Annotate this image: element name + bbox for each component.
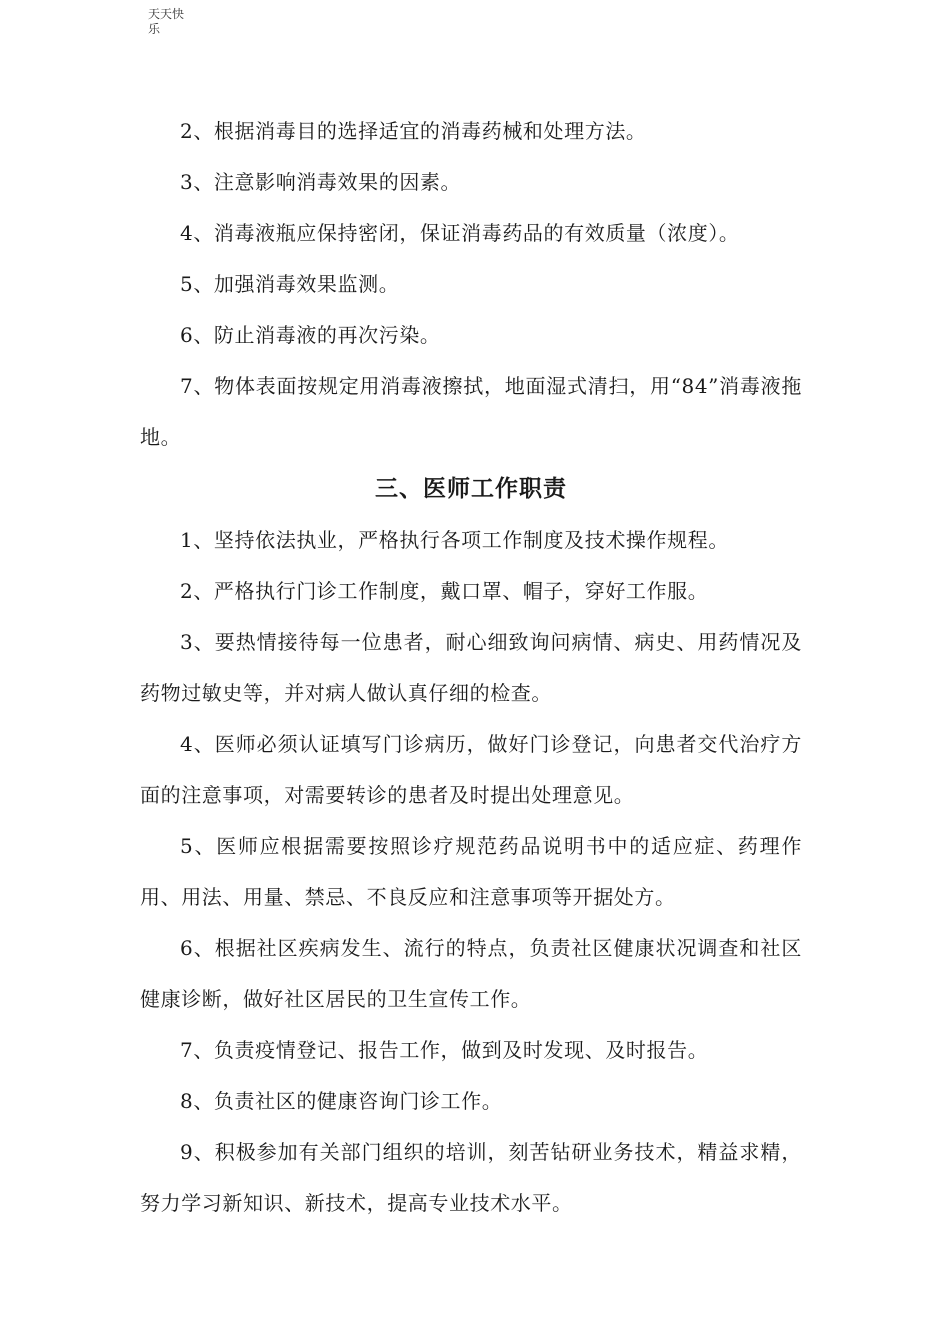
list-item-disinfection-6: 6、防止消毒液的再次污染。 [180,323,441,347]
list-item-disinfection-3: 3、注意影响消毒效果的因素。 [180,170,462,194]
list-item-duty-1: 1、坚持依法执业，严格执行各项工作制度及技术操作规程。 [180,528,729,552]
list-item-disinfection-5: 5、加强消毒效果监测。 [180,272,400,296]
header-note: 天天快乐 [148,7,185,36]
list-item-disinfection-4: 4、消毒液瓶应保持密闭，保证消毒药品的有效质量（浓度）。 [180,221,740,245]
list-item-duty-3: 3、要热情接待每一位患者，耐心细致询问病情、病史、用药情况及药物过敏史等，并对病人做认真仔细的检查。 [140,630,802,705]
list-item-duty-5: 5、医师应根据需要按照诊疗规范药品说明书中的适应症、药理作用、用法、用量、禁忌、不良反应和注意事项等开据处方。 [140,834,802,909]
list-item-duty-9: 9、积极参加有关部门组织的培训，刻苦钻研业务技术，精益求精，努力学习新知识、新技术，提高专业技术水平。 [140,1140,802,1215]
section-title: 三、医师工作职责 [375,475,567,502]
document-body [140,106,802,1229]
list-item-duty-2: 2、严格执行门诊工作制度，戴口罩、帽子，穿好工作服。 [180,579,709,603]
list-item-disinfection-2: 2、根据消毒目的选择适宜的消毒药械和处理方法。 [180,119,647,143]
list-item-disinfection-7: 7、物体表面按规定用消毒液擦拭，地面湿式清扫，用“84”消毒液拖地。 [140,374,802,449]
list-item-duty-6: 6、根据社区疾病发生、流行的特点，负责社区健康状况调查和社区健康诊断，做好社区居民的卫生宣传工作。 [140,936,802,1011]
list-item-duty-8: 8、负责社区的健康咨询门诊工作。 [180,1089,503,1113]
list-item-duty-7: 7、负责疫情登记、报告工作，做到及时发现、及时报告。 [180,1038,709,1062]
list-item-duty-4: 4、医师必须认证填写门诊病历，做好门诊登记，向患者交代治疗方面的注意事项，对需要转诊的患者及时提出处理意见。 [140,732,802,807]
